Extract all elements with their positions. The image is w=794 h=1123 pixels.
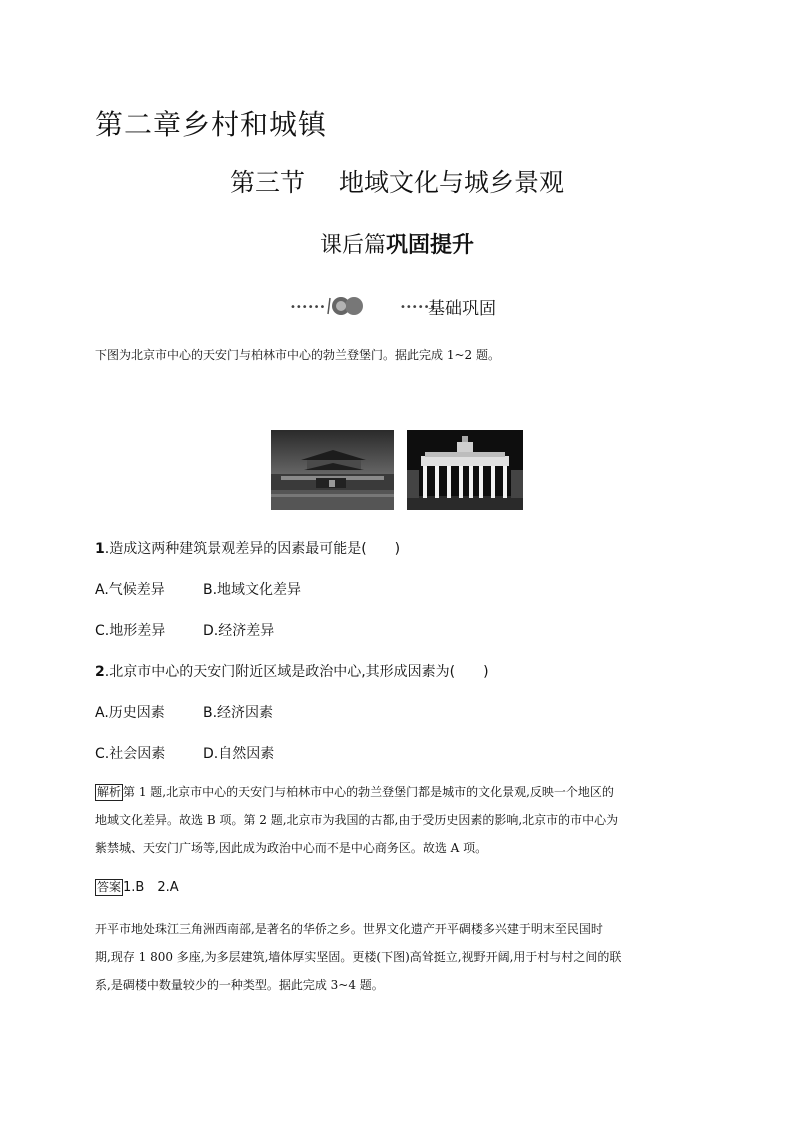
banner-left-dots: ••••••	[290, 302, 326, 313]
subtitle-bold: 巩固提升	[386, 232, 475, 258]
banner-circles-icon	[324, 292, 368, 318]
question-1-stem: .造成这两种建筑景观差异的因素最可能是( )	[104, 541, 401, 557]
question-2-option-c: C.社会因素	[95, 746, 166, 762]
question-2-option-a: A.历史因素	[95, 705, 165, 721]
intro-2-line-1: 开平市地处珠江三角洲西南部,是著名的华侨之乡。世界文化遗产开平碉楼多兴建于明末至民国时	[95, 922, 603, 936]
brandenburg-gate-photo	[407, 430, 523, 510]
question-1-number: 1	[95, 541, 105, 557]
question-1-option-b: B.地域文化差异	[203, 582, 302, 598]
intro-2-line-2: 期,现存 1 800 多座,为多层建筑,墙体厚实坚固。更楼(下图)高耸挺立,视野开阔,用于村与村之间的联	[95, 950, 622, 964]
answer-tag: 答案	[97, 880, 122, 894]
answer-text: 1.B 2.A	[123, 880, 179, 895]
question-1-option-d: D.经济差异	[203, 623, 275, 639]
analysis-line-2: 地域文化差异。故选 B 项。第 2 题,北京市为我国的古都,由于受历史因素的影响,北京市的市中心为	[95, 813, 619, 827]
section-name: 地域文化与城乡景观	[339, 168, 565, 197]
subtitle-normal: 课后篇	[319, 233, 386, 258]
question-2-number: 2	[95, 664, 105, 680]
question-1-option-c: C.地形差异	[95, 623, 166, 639]
question-2-stem: .北京市中心的天安门附近区域是政治中心,其形成因素为( )	[104, 664, 489, 680]
question-1-option-a: A.气候差异	[95, 582, 165, 598]
question-2	[95, 661, 489, 681]
section-number: 第三节	[229, 168, 305, 197]
tiananmen-photo	[271, 430, 394, 510]
banner-right-dots: ••••••	[400, 302, 436, 313]
subtitle	[0, 228, 794, 259]
chapter-title: 第二章乡村和城镇	[95, 108, 328, 141]
section-banner	[290, 292, 550, 318]
intro-text-2	[95, 915, 695, 999]
intro-2-line-3: 系,是碉楼中数量较少的一种类型。据此完成 3~4 题。	[95, 978, 384, 992]
question-1	[95, 538, 400, 558]
intro-text-1: 下图为北京市中心的天安门与柏林市中心的勃兰登堡门。据此完成 1~2 题。	[95, 348, 500, 362]
question-2-option-b: B.经济因素	[203, 705, 274, 721]
analysis-line-3: 紫禁城、天安门广场等,因此成为政治中心而不是中心商务区。故选 A 项。	[95, 841, 488, 855]
banner-label: 基础巩固	[428, 299, 496, 319]
section-title	[0, 163, 794, 199]
answer-block	[95, 873, 695, 902]
analysis-tag: 解析	[97, 785, 122, 799]
analysis-line-1: 第 1 题,北京市中心的天安门与柏林市中心的勃兰登堡门都是城市的文化景观,反映一个地区的	[123, 785, 614, 799]
question-2-option-d: D.自然因素	[203, 746, 275, 762]
analysis-block	[95, 778, 695, 862]
